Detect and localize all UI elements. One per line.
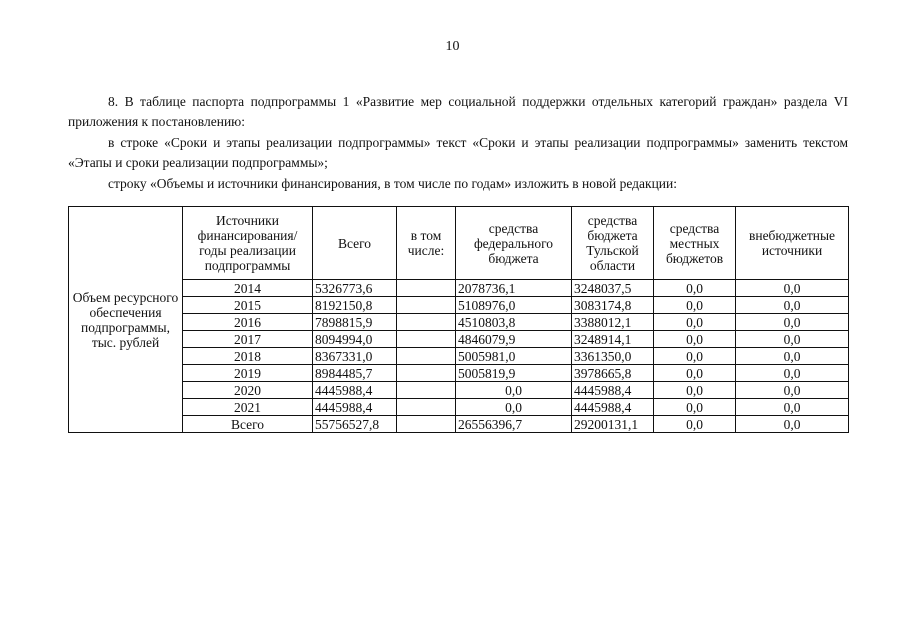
table-header-row (69, 207, 849, 280)
local-cell: 0,0 (654, 399, 736, 416)
header-total: Всего (313, 207, 397, 280)
table-row (69, 280, 849, 297)
local-cell: 0,0 (654, 382, 736, 399)
header-regional-budget: средства бюджета Тульской области (572, 207, 654, 280)
table-row (69, 314, 849, 331)
year-cell: 2017 (183, 331, 313, 348)
including-cell (397, 382, 456, 399)
funding-table (68, 206, 849, 433)
regional-cell: 29200131,1 (572, 416, 654, 433)
federal-cell: 0,0 (456, 382, 572, 399)
total-cell: 8192150,8 (313, 297, 397, 314)
year-cell: 2021 (183, 399, 313, 416)
year-cell: Всего (183, 416, 313, 433)
table-row (69, 331, 849, 348)
header-local-budgets: средства местных бюджетов (654, 207, 736, 280)
local-cell: 0,0 (654, 331, 736, 348)
header-federal-budget: средства федерального бюджета (456, 207, 572, 280)
total-cell: 5326773,6 (313, 280, 397, 297)
including-cell (397, 331, 456, 348)
table-row (69, 382, 849, 399)
including-cell (397, 297, 456, 314)
offbudget-cell: 0,0 (736, 416, 849, 433)
table-row (69, 365, 849, 382)
row-label-resource-volume: Объем ресурсного обеспечения подпрограммы, тыс. рублей (69, 207, 183, 433)
table-total-row (69, 416, 849, 433)
total-cell: 8984485,7 (313, 365, 397, 382)
offbudget-cell: 0,0 (736, 280, 849, 297)
including-cell (397, 365, 456, 382)
offbudget-cell: 0,0 (736, 314, 849, 331)
table-row (69, 399, 849, 416)
year-cell: 2015 (183, 297, 313, 314)
year-cell: 2020 (183, 382, 313, 399)
local-cell: 0,0 (654, 348, 736, 365)
total-cell: 4445988,4 (313, 382, 397, 399)
federal-cell: 0,0 (456, 399, 572, 416)
total-cell: 4445988,4 (313, 399, 397, 416)
including-cell (397, 280, 456, 297)
regional-cell: 3248037,5 (572, 280, 654, 297)
including-cell (397, 399, 456, 416)
offbudget-cell: 0,0 (736, 331, 849, 348)
offbudget-cell: 0,0 (736, 382, 849, 399)
regional-cell: 3083174,8 (572, 297, 654, 314)
regional-cell: 4445988,4 (572, 382, 654, 399)
local-cell: 0,0 (654, 416, 736, 433)
regional-cell: 4445988,4 (572, 399, 654, 416)
header-sources-years: Источники финансирования/ годы реализации подпрограммы (183, 207, 313, 280)
local-cell: 0,0 (654, 280, 736, 297)
offbudget-cell: 0,0 (736, 348, 849, 365)
regional-cell: 3248914,1 (572, 331, 654, 348)
total-cell: 7898815,9 (313, 314, 397, 331)
local-cell: 0,0 (654, 365, 736, 382)
federal-cell: 4510803,8 (456, 314, 572, 331)
paragraph-timeline-replacement: в строке «Сроки и этапы реализации подпрограммы» текст «Сроки и этапы реализации подпрограммы» заменить текстом «Этапы и сроки реализации подпрограммы»; (68, 135, 848, 170)
paragraph-item-8: 8. В таблице паспорта подпрограммы 1 «Развитие мер социальной поддержки отдельных категорий граждан» раздела VI приложения к постановлению: (68, 94, 848, 129)
total-cell: 55756527,8 (313, 416, 397, 433)
federal-cell: 5005981,0 (456, 348, 572, 365)
federal-cell: 5005819,9 (456, 365, 572, 382)
year-cell: 2018 (183, 348, 313, 365)
header-offbudget-sources: внебюджетные источники (736, 207, 849, 280)
federal-cell: 4846079,9 (456, 331, 572, 348)
federal-cell: 5108976,0 (456, 297, 572, 314)
year-cell: 2014 (183, 280, 313, 297)
including-cell (397, 416, 456, 433)
including-cell (397, 348, 456, 365)
total-cell: 8367331,0 (313, 348, 397, 365)
regional-cell: 3978665,8 (572, 365, 654, 382)
paragraph-funding-row: строку «Объемы и источники финансирования, в том числе по годам» изложить в новой редакции: (108, 176, 677, 191)
local-cell: 0,0 (654, 297, 736, 314)
local-cell: 0,0 (654, 314, 736, 331)
table-row (69, 348, 849, 365)
federal-cell: 2078736,1 (456, 280, 572, 297)
including-cell (397, 314, 456, 331)
offbudget-cell: 0,0 (736, 297, 849, 314)
offbudget-cell: 0,0 (736, 365, 849, 382)
year-cell: 2019 (183, 365, 313, 382)
year-cell: 2016 (183, 314, 313, 331)
page-number: 10 (445, 39, 460, 54)
federal-cell: 26556396,7 (456, 416, 572, 433)
offbudget-cell: 0,0 (736, 399, 849, 416)
header-including: в том числе: (397, 207, 456, 280)
regional-cell: 3361350,0 (572, 348, 654, 365)
table-row (69, 297, 849, 314)
total-cell: 8094994,0 (313, 331, 397, 348)
regional-cell: 3388012,1 (572, 314, 654, 331)
